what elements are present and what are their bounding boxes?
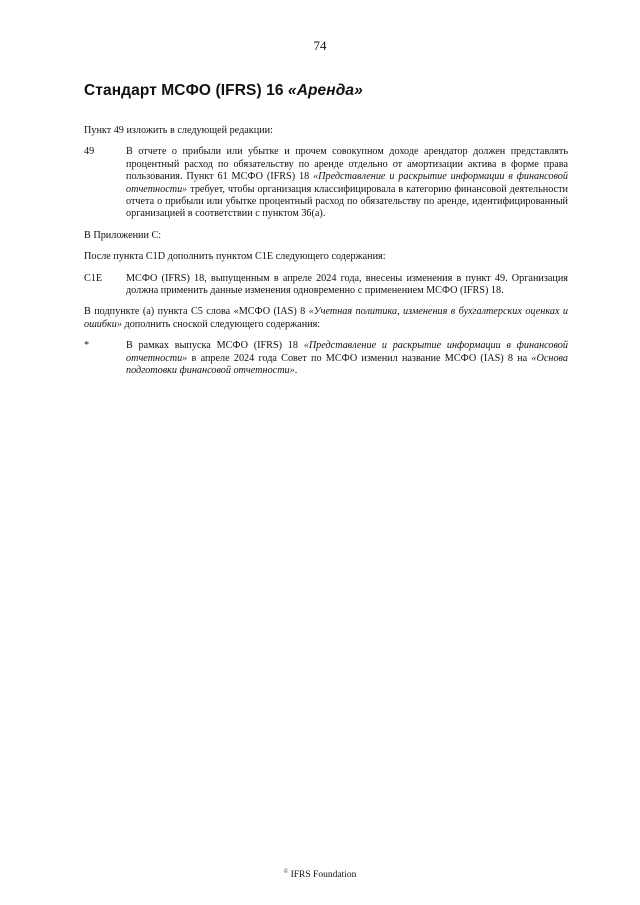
appendix-c-heading: В Приложении С: — [84, 229, 162, 241]
paragraph-c1e-body: МСФО (IFRS) 18, выпущенным в апреле 2024 года, внесены изменения в пункт 49. Организация должна применить данные изменения одновременно с применением МСФО (IFRS) 18. — [126, 272, 568, 297]
c5-text-1: В подпункте (a) пункта C5 слова «МСФО (IAS) 8 — [84, 306, 309, 318]
title-italic-text: «Аренда» — [287, 82, 363, 99]
c5-italic-title: «Учетная политика, изменения в бухгалтерских оценках и ошибки» — [84, 306, 569, 330]
paragraph-49 — [84, 146, 568, 220]
paragraph-49-text-1: В отчете о прибыли или убытке и прочем совокупном доходе арендатор должен представлять процентный расход по обязательству по аренде отдельно от амортизации актива в форме права пользования. Пункт 61 МСФО (IFRS) 18 — [126, 146, 568, 183]
footnote-text-2: в апреле 2024 года Совет по МСФО изменил название МСФО (IAS) 8 на — [187, 352, 532, 364]
title-text: Стандарт МСФО (IFRS) 16 — [84, 82, 288, 99]
paragraph-c1e — [84, 273, 568, 298]
footnote-body — [126, 340, 568, 377]
copyright-symbol: © — [283, 869, 289, 875]
paragraph-number-49: 49 — [84, 146, 95, 158]
footnote-italic-title-1: «Представление и раскрытие информации в финансовой отчетности» — [126, 340, 568, 364]
intro-paragraph-49: Пункт 49 изложить в следующей редакции: — [84, 125, 273, 136]
paragraph-49-text-2: требует, чтобы организация классифицировала в категорию финансовой деятельности отчета о прибыли или убытке процентный расход по обязательству по аренде, идентифицированный организацией в соответствии с пунктом 36(a). — [126, 183, 568, 220]
footer-text: IFRS Foundation — [288, 870, 357, 880]
paragraph-49-italic-title: «Представление и раскрытие информации в финансовой отчетности» — [126, 171, 568, 195]
footer-copyright — [0, 869, 640, 880]
after-c1d-paragraph: После пункта C1D дополнить пунктом C1E следующего содержания: — [84, 251, 386, 263]
c5-paragraph — [84, 306, 568, 331]
footnote-paragraph — [84, 340, 568, 377]
c5-text-2: дополнить сноской следующего содержания: — [121, 318, 321, 330]
paragraph-number-c1e: C1E — [84, 272, 103, 284]
paragraph-49-body — [126, 146, 568, 220]
footnote-text-3: . — [294, 365, 298, 377]
footnote-marker: * — [84, 340, 90, 352]
footnote-text-1: В рамках выпуска МСФО (IFRS) 18 — [126, 340, 304, 352]
page-title — [84, 82, 363, 100]
document-body — [84, 125, 568, 387]
page-number: 74 — [313, 38, 327, 53]
footnote-italic-title-2: «Основа подготовки финансовой отчетности» — [126, 352, 568, 377]
